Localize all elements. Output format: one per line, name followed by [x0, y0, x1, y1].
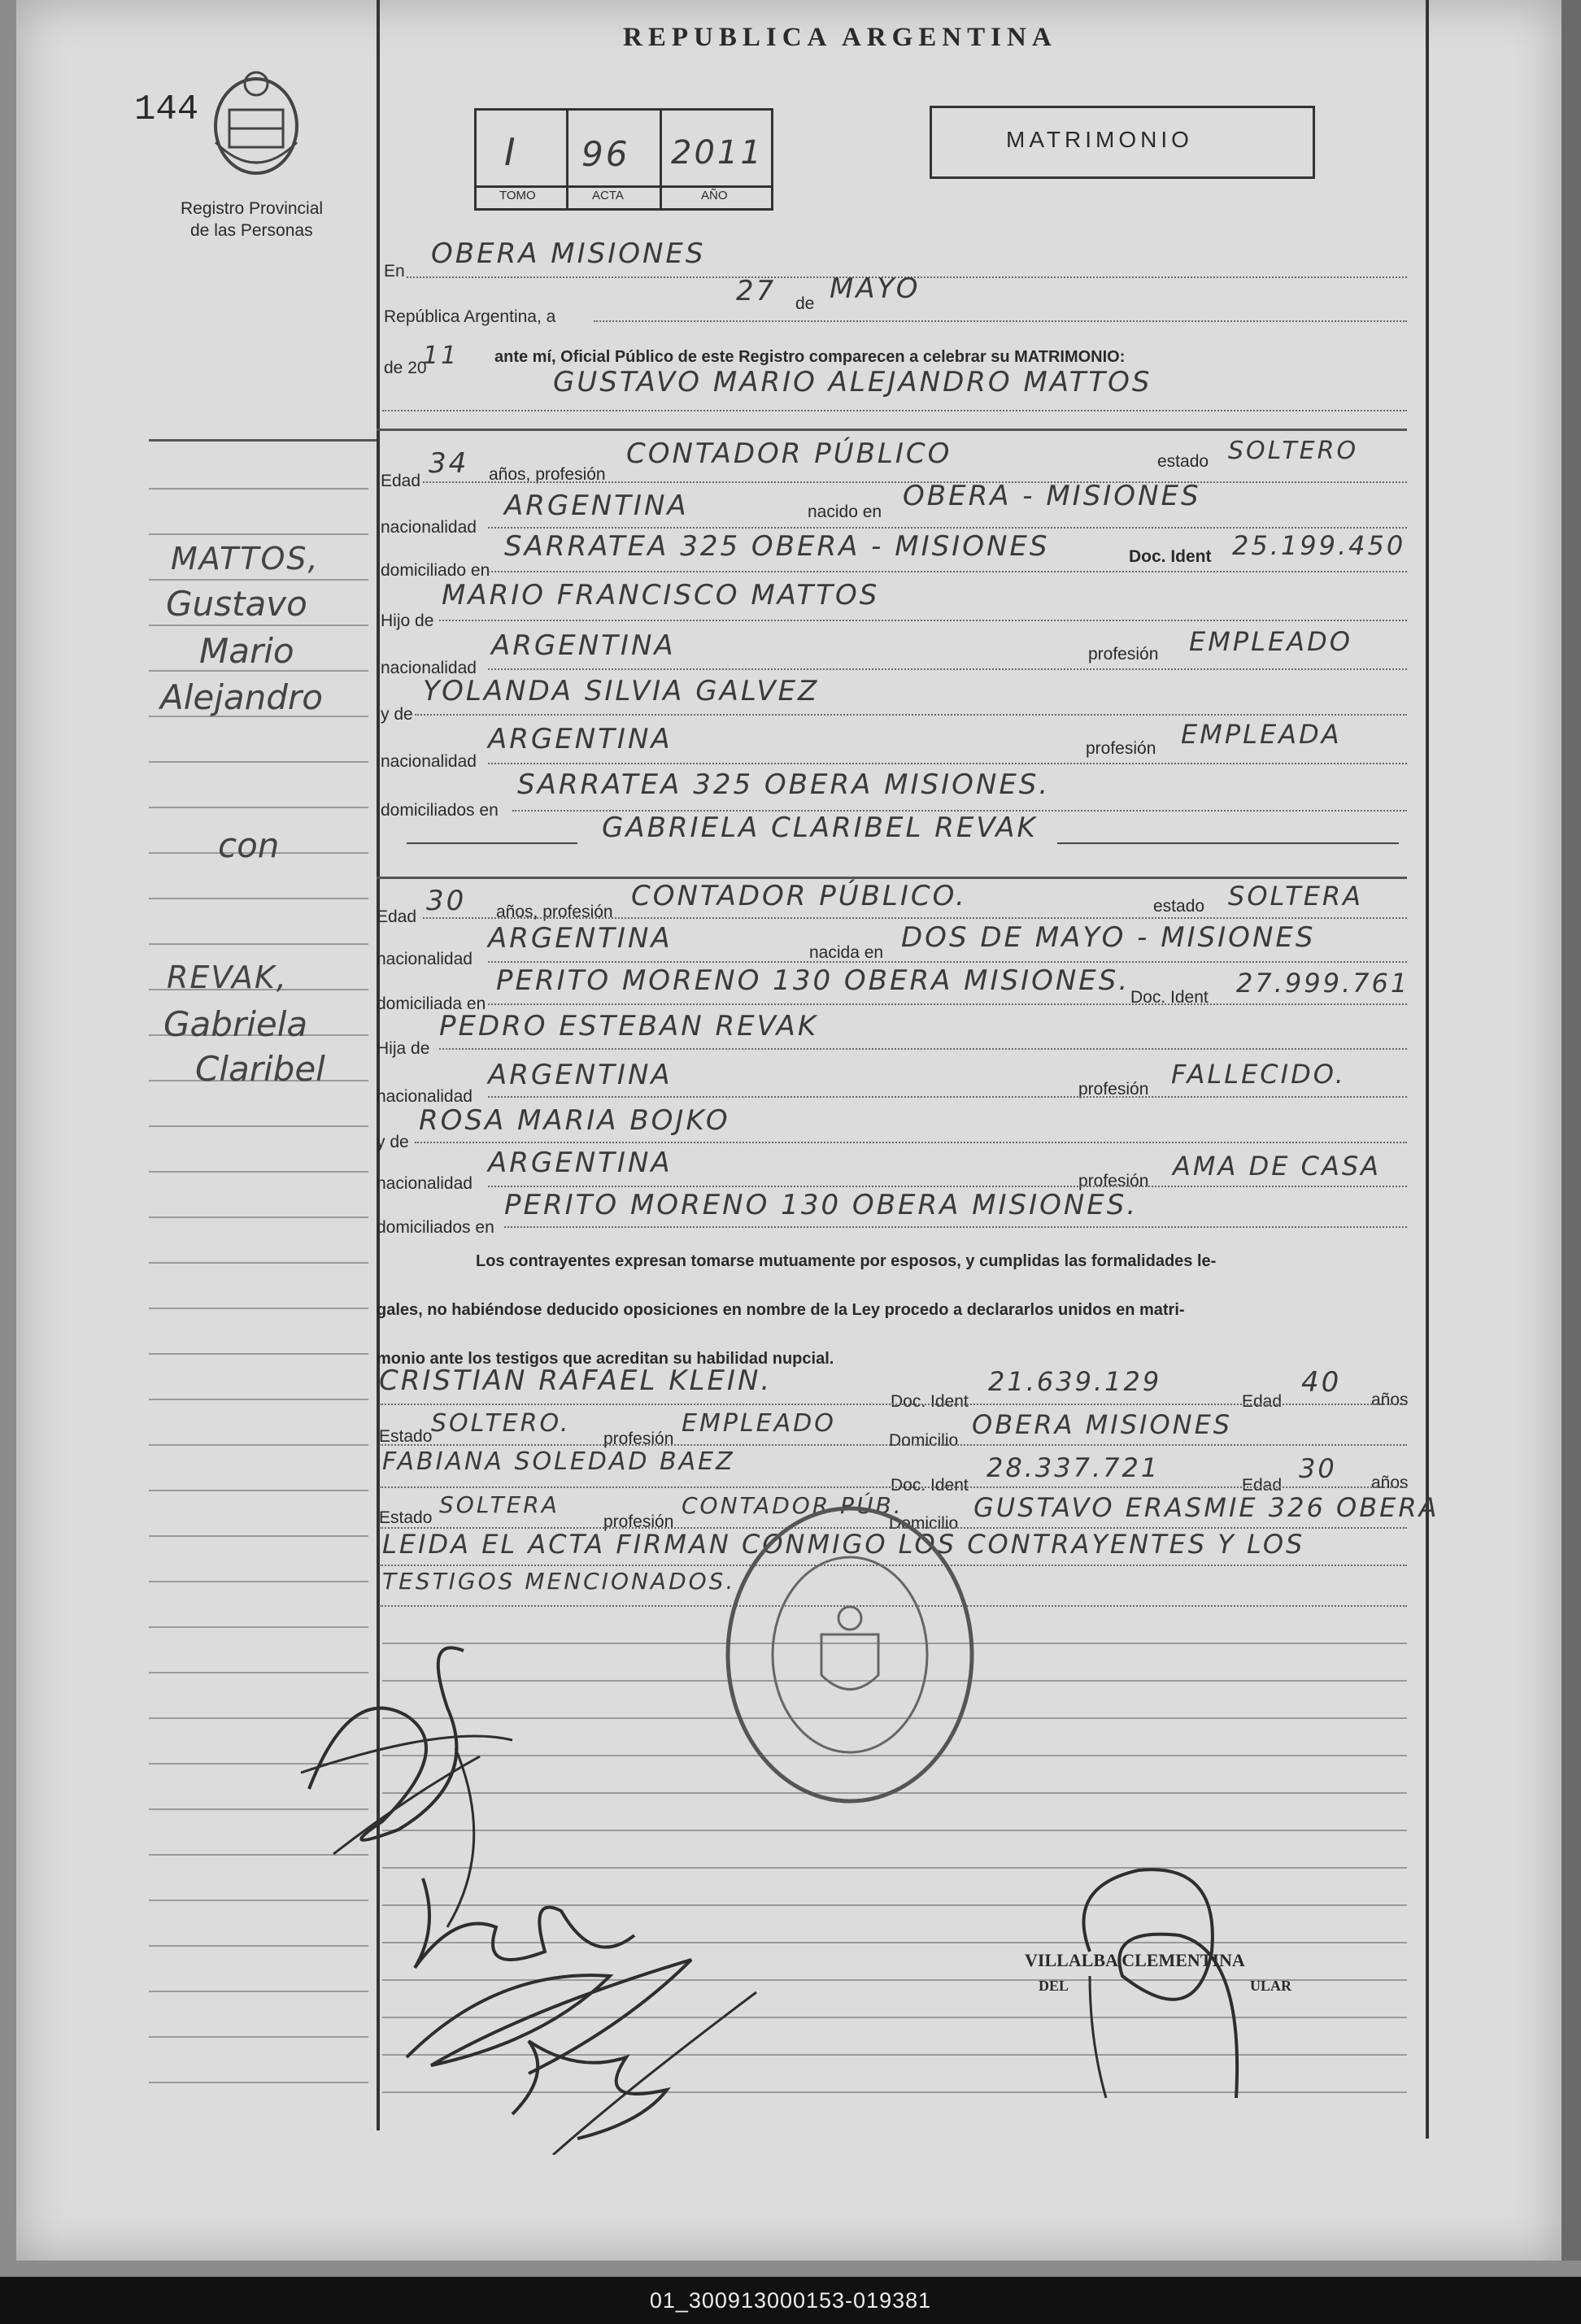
declaration-line3: monio ante los testigos que acreditan su habilidad nupcial.	[377, 1350, 834, 1368]
bride-father-prof-label: profesión	[1078, 1080, 1149, 1099]
witness1-profesion-label: profesión	[603, 1430, 674, 1448]
bride-doc-label: Doc. Ident	[1130, 988, 1209, 1007]
bride-full-name: GABRIELA CLARIBEL REVAK	[602, 812, 1038, 844]
tomo-value: I	[504, 130, 518, 174]
bride-parents-dom: PERITO MORENO 130 OBERA MISIONES.	[504, 1189, 1139, 1221]
bride-edad: 30	[426, 885, 467, 917]
groom-profesion-label: años, profesión	[489, 465, 606, 484]
document-id-footer: 01_300913000153-019381	[0, 2277, 1581, 2324]
groom-mother-prof: EMPLEADA	[1181, 719, 1342, 750]
witness2-profesion-label: profesión	[603, 1512, 674, 1531]
place-value: OBERA MISIONES	[431, 237, 706, 270]
witness1-estado: SOLTERO.	[431, 1409, 571, 1438]
margin-rule-line	[149, 1399, 368, 1400]
groom-mother: YOLANDA SILVIA GALVEZ	[423, 675, 820, 707]
bride-nacida-label: nacida en	[809, 943, 884, 962]
bride-parents-dom-label: domiciliados en	[377, 1218, 494, 1237]
witness1-profesion: EMPLEADO	[682, 1409, 836, 1438]
witness1-doc: 21.639.129	[988, 1366, 1162, 1397]
register-page	[16, 0, 1561, 2261]
groom-domicilio: SARRATEA 325 OBERA - MISIONES	[504, 530, 1050, 563]
bride-mother: ROSA MARIA BOJKO	[419, 1104, 730, 1137]
bride-mother-prof-label: profesión	[1078, 1172, 1149, 1190]
witness2-doc: 28.337.721	[986, 1452, 1161, 1483]
signature-marks	[285, 1586, 789, 2155]
groom-dom-label: domiciliado en	[381, 561, 490, 580]
year-suffix: 11	[423, 342, 459, 370]
margin-bride-name1: Gabriela	[163, 1004, 308, 1044]
witness1-anos-label: años	[1371, 1390, 1409, 1409]
intro-statement: ante mí, Oficial Público de este Registro comparecen a celebrar su MATRIMONIO:	[494, 348, 1126, 366]
witness1-domicilio: OBERA MISIONES	[972, 1409, 1233, 1440]
acta-label: ACTA	[592, 189, 624, 202]
bride-nac-label: nacionalidad	[377, 950, 473, 968]
en-label: En	[384, 262, 405, 281]
groom-full-name: GUSTAVO MARIO ALEJANDRO MATTOS	[553, 366, 1152, 398]
bride-father-nac: ARGENTINA	[488, 1059, 673, 1091]
bride-father: PEDRO ESTEBAN REVAK	[439, 1010, 819, 1042]
registry-name-line2: de las Personas	[190, 221, 313, 240]
witness2-edad-label: Edad	[1242, 1476, 1283, 1495]
witness2-estado-label: Estado	[379, 1508, 433, 1527]
closing-line1: LEIDA EL ACTA FIRMAN CONMIGO LOS CONTRAYENTES Y LOS	[382, 1529, 1305, 1560]
margin-rule-line	[149, 1216, 368, 1218]
groom-father-prof-label: profesión	[1088, 645, 1159, 664]
margin-bride-surname: REVAK,	[167, 960, 288, 995]
coat-of-arms-icon	[203, 61, 309, 183]
bride-profesion-label: años, profesión	[496, 903, 613, 921]
margin-rule-line	[149, 1171, 368, 1173]
year-prefix: de 20	[384, 359, 427, 377]
witness2-profesion: CONTADOR PÚB.	[682, 1492, 904, 1519]
day-value: 27	[736, 275, 777, 307]
margin-rule-line	[149, 943, 368, 945]
witness2-name: FABIANA SOLEDAD BAEZ	[382, 1447, 735, 1476]
groom-y-de-label: y de	[381, 705, 413, 724]
bride-estado-label: estado	[1153, 897, 1205, 916]
ano-value: 2011	[671, 134, 764, 172]
groom-doc-label: Doc. Ident	[1129, 547, 1212, 566]
margin-bride-name2: Claribel	[195, 1049, 325, 1089]
margin-rule-line	[149, 1535, 368, 1537]
bride-domicilio: PERITO MORENO 130 OBERA MISIONES.	[496, 964, 1130, 997]
groom-nac-label: nacionalidad	[381, 518, 477, 537]
witness1-edad: 40	[1301, 1366, 1342, 1399]
groom-edad-label: Edad	[381, 472, 421, 490]
section-divider	[377, 877, 1407, 879]
margin-rule-line	[149, 807, 368, 808]
bride-mother-nac-label: nacionalidad	[377, 1174, 473, 1193]
margin-rule-line	[149, 1125, 368, 1127]
bride-estado: SOLTERA	[1228, 881, 1364, 912]
official-stamp-line3: ULAR	[1250, 1978, 1292, 1994]
margin-rule-line	[149, 625, 368, 626]
margin-rule-line	[149, 898, 368, 899]
section-divider	[377, 429, 1407, 431]
margin-groom-name1: Gustavo	[166, 584, 307, 624]
bride-dom-label: domiciliada en	[377, 994, 486, 1013]
groom-nacido: OBERA - MISIONES	[903, 480, 1201, 512]
margin-rule-line	[149, 533, 368, 535]
country-title: REPUBLICA ARGENTINA	[623, 23, 1057, 52]
groom-edad: 34	[429, 447, 469, 480]
bride-edad-label: Edad	[377, 907, 417, 926]
margin-rule-line	[149, 1262, 368, 1264]
bride-mother-nac: ARGENTINA	[488, 1147, 673, 1179]
official-stamp-line1: VILLALBA CLEMENTINA	[1025, 1950, 1245, 1970]
bride-nacida: DOS DE MAYO - MISIONES	[901, 921, 1316, 954]
margin-connector: con	[218, 825, 280, 865]
bride-mother-prof: AMA DE CASA	[1173, 1151, 1382, 1182]
witness2-edad: 30	[1299, 1453, 1337, 1484]
section-divider	[149, 439, 377, 442]
margin-rule-line	[149, 1444, 368, 1446]
groom-father: MARIO FRANCISCO MATTOS	[442, 579, 880, 611]
groom-father-nac: ARGENTINA	[491, 629, 676, 662]
groom-nacionalidad: ARGENTINA	[504, 490, 689, 522]
groom-estado: SOLTERO	[1228, 437, 1359, 465]
witness2-domicilio: GUSTAVO ERASMIE 326 OBERA	[973, 1492, 1439, 1523]
bride-nacionalidad: ARGENTINA	[488, 922, 673, 955]
ano-label: AÑO	[701, 189, 728, 202]
tomo-label: TOMO	[499, 189, 536, 202]
groom-mother-nac: ARGENTINA	[488, 723, 673, 755]
closing-line2: TESTIGOS MENCIONADOS.	[382, 1568, 736, 1595]
acta-value: 96	[581, 134, 630, 174]
bride-profesion: CONTADOR PÚBLICO.	[631, 880, 967, 912]
groom-doc: 25.199.450	[1232, 530, 1406, 561]
margin-rule-line	[149, 1353, 368, 1355]
page-number: 144	[134, 89, 199, 130]
groom-father-nac-label: nacionalidad	[381, 659, 477, 677]
witness1-domicilio-label: Domicilio	[889, 1431, 959, 1450]
groom-mother-nac-label: nacionalidad	[381, 752, 477, 771]
bride-father-nac-label: nacionalidad	[377, 1087, 473, 1106]
witness2-domicilio-label: Domicilio	[889, 1514, 959, 1533]
margin-groom-surname: MATTOS,	[171, 541, 320, 577]
witness1-estado-label: Estado	[379, 1427, 433, 1446]
witness1-doc-label: Doc. Ident	[891, 1392, 969, 1411]
witness2-estado: SOLTERA	[439, 1491, 560, 1518]
registry-name-line1: Registro Provincial	[181, 199, 324, 218]
groom-parents-dom-label: domiciliados en	[381, 801, 499, 820]
groom-parents-dom: SARRATEA 325 OBERA MISIONES.	[517, 768, 1051, 801]
margin-rule-line	[149, 1490, 368, 1491]
declaration-line1: Los contrayentes expresan tomarse mutuamente por esposos, y cumplidas las formalidades le-	[476, 1252, 1217, 1270]
groom-profesion: CONTADOR PÚBLICO	[626, 437, 952, 470]
margin-groom-name2: Mario	[199, 631, 294, 671]
groom-nacido-label: nacido en	[808, 503, 882, 521]
witness1-edad-label: Edad	[1242, 1392, 1283, 1411]
witness2-anos-label: años	[1371, 1473, 1409, 1492]
margin-groom-name3: Alejandro	[160, 677, 323, 717]
groom-father-prof: EMPLEADO	[1189, 626, 1352, 657]
bride-y-de-label: y de	[377, 1133, 409, 1151]
margin-rule-line	[149, 1308, 368, 1309]
binding-edge	[1561, 0, 1581, 2261]
de-label: de	[795, 294, 815, 313]
republica-label: República Argentina, a	[384, 307, 556, 326]
margin-rule-line	[149, 488, 368, 490]
official-stamp-line2: DEL	[1039, 1978, 1069, 1994]
margin-rule-line	[149, 579, 368, 581]
groom-estado-label: estado	[1157, 452, 1209, 471]
act-type-label: MATRIMONIO	[1006, 127, 1193, 152]
bride-doc: 27.999.761	[1236, 968, 1410, 999]
month-value: MAYO	[830, 272, 921, 305]
groom-hijo-label: Hijo de	[381, 611, 434, 630]
witness2-doc-label: Doc. Ident	[891, 1476, 969, 1495]
margin-rule-line	[149, 761, 368, 763]
witness1-name: CRISTIAN RAFAEL KLEIN.	[379, 1364, 773, 1397]
bride-hija-label: Hija de	[377, 1039, 430, 1058]
bride-father-prof: FALLECIDO.	[1171, 1059, 1346, 1090]
groom-mother-prof-label: profesión	[1086, 739, 1156, 758]
right-border	[1426, 0, 1429, 2139]
declaration-line2: gales, no habiéndose deducido oposiciones en nombre de la Ley procedo a declararlos unidos en matri-	[377, 1301, 1185, 1319]
margin-rule-line	[149, 1581, 368, 1582]
